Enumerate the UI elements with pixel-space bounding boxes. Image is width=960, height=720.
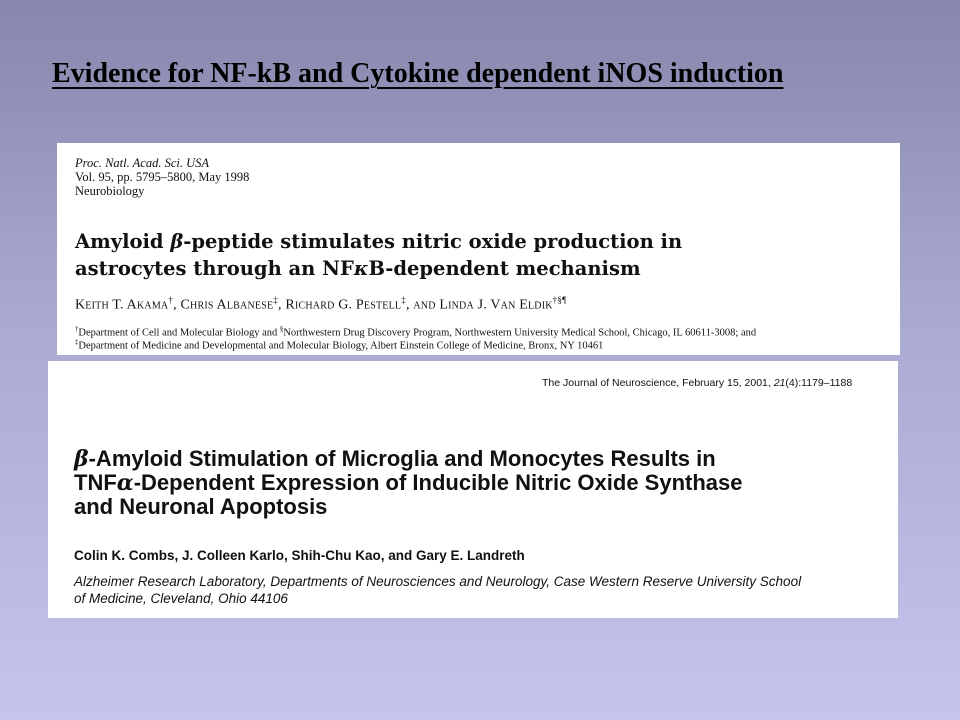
paper1-volume: Vol. 95, pp. 5795–5800, May 1998 <box>75 170 250 184</box>
paper1-journal: Proc. Natl. Acad. Sci. USA <box>75 156 210 170</box>
paper1-authors: Keith T. Akama†, Chris Albanese‡, Richard G. Pestell‡, and Linda J. Van Eldik†§¶ <box>75 295 567 313</box>
paper-clipping-pnas <box>57 143 900 355</box>
paper1-title-line2: astrocytes through an NFκB-dependent mechanism <box>75 257 641 280</box>
paper2-affiliation-line2: of Medicine, Cleveland, Ohio 44106 <box>74 591 288 606</box>
paper2-title-line2: TNFα-Dependent Expression of Inducible Nitric Oxide Synthase <box>74 470 743 496</box>
paper2-authors: Colin K. Combs, J. Colleen Karlo, Shih-Chu Kao, and Gary E. Landreth <box>74 548 525 563</box>
paper2-affiliation-line1: Alzheimer Research Laboratory, Departments of Neurosciences and Neurology, Case Western Reserve University School <box>74 574 802 589</box>
paper2-title-line1: β-Amyloid Stimulation of Microglia and Monocytes Results in <box>74 446 716 472</box>
paper1-affiliation-1: †Department of Cell and Molecular Biology and §Northwestern Drug Discovery Program, Northwestern University Medical School, Chicago, IL 60611-3008; and <box>75 326 757 339</box>
paper1-affiliation-2: ‡Department of Medicine and Developmental and Molecular Biology, Albert Einstein College of Medicine, Bronx, NY 10461 <box>75 339 604 352</box>
paper-clipping-jneurosci <box>48 361 898 618</box>
paper1-section: Neurobiology <box>75 184 145 198</box>
paper2-title-line3: and Neuronal Apoptosis <box>74 494 328 519</box>
slide-title: Evidence for NF-kB and Cytokine dependent iNOS induction <box>52 58 784 89</box>
paper2-journal: The Journal of Neuroscience, February 15, 2001, 21(4):1179–1188 <box>542 377 853 389</box>
paper1-title-line1: Amyloid β-peptide stimulates nitric oxide production in <box>75 230 683 253</box>
